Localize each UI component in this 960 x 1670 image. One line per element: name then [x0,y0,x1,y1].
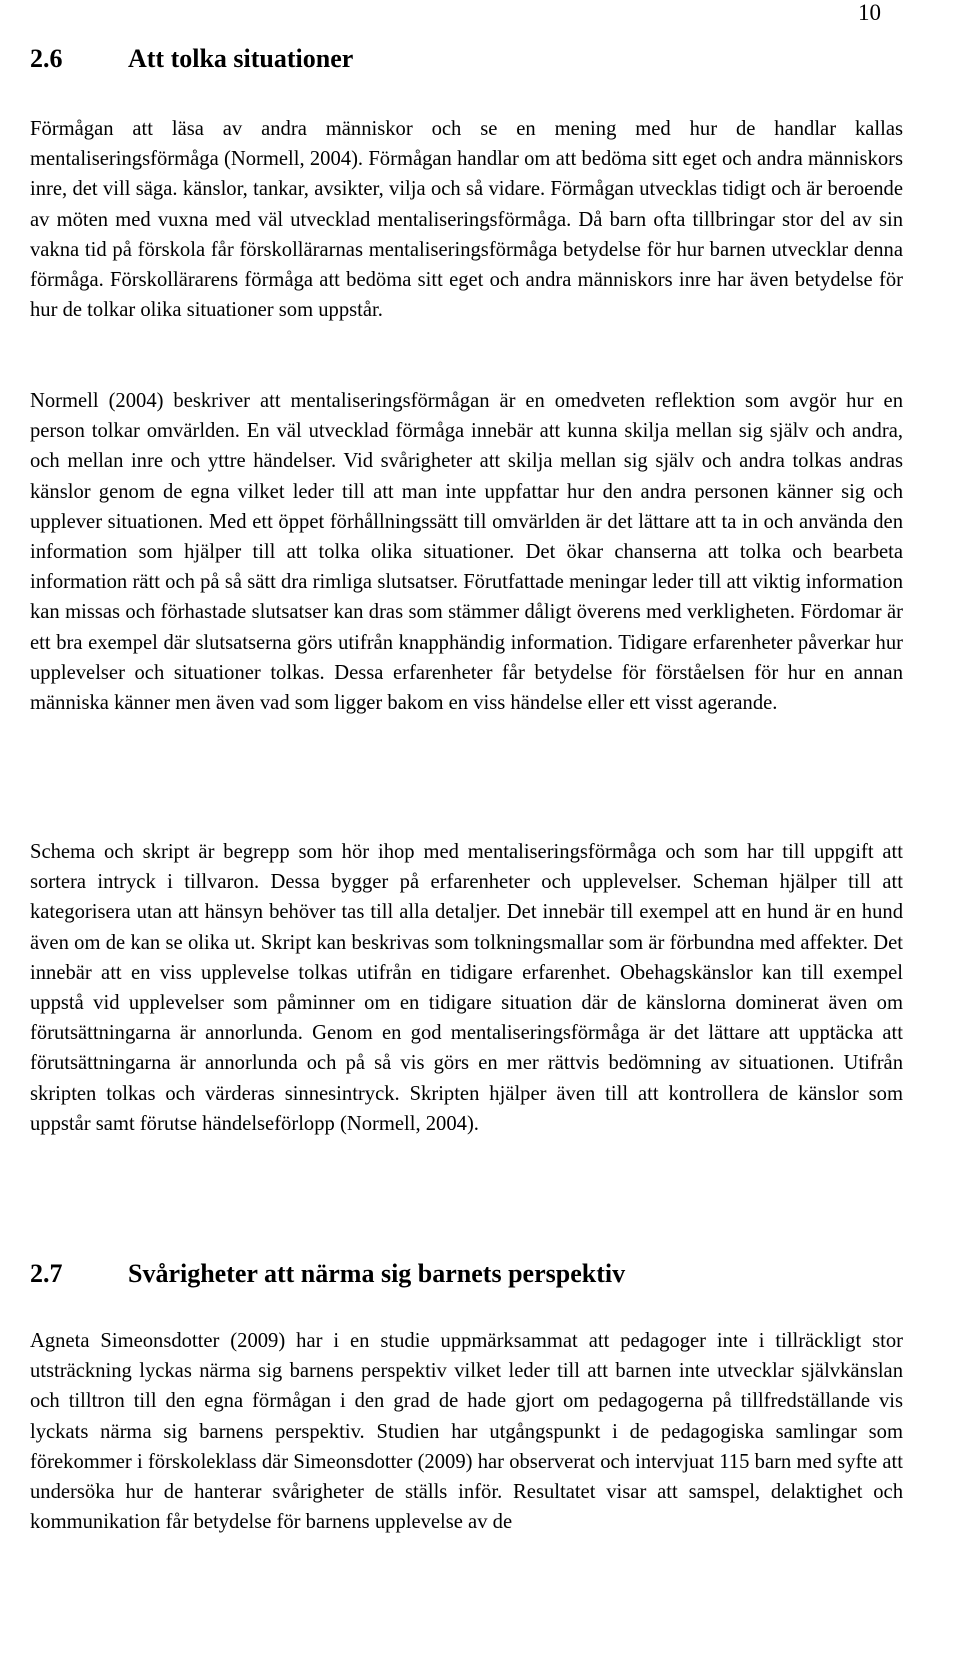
section-title: Svårigheter att närma sig barnets perspektiv [128,1259,626,1288]
section-title: Att tolka situationer [128,44,354,73]
page-number: 10 [858,0,881,25]
section-number: 2.7 [30,1259,63,1288]
paragraph: Agneta Simeonsdotter (2009) har i en studie uppmärksammat att pedagoger inte i tillräckligt stor utsträckning lyckas närma sig barnens perspektiv vilket leder till att barnen inte utvecklar självkänslan och tilltron till den egna förmågan i den grad de hade gjort om pedagogerna på tillfredställande vis lyckats närma sig barnens perspektiv. Studien har utgångspunkt i de pedagogiska samlingar som förekommer i förskoleklass där Simeonsdotter (2009) har observerat och intervjuat 115 barn med syfte att undersöka hur de hanterar svårigheter de ställs inför. Resultatet visar att samspel, delaktighet och kommunikation får betydelse för barnens upplevelse av de [30,1330,903,1534]
section-heading-2-6 [30,43,353,75]
section-heading-2-7 [30,1258,625,1290]
section-number: 2.6 [30,44,63,73]
paragraph: Normell (2004) beskriver att mentaliseringsförmågan är en omedveten reflektion som avgör hur en person tolkar omvärlden. En väl utvecklad förmåga innebär att kunna skilja mellan sig själv och andra, och mellan inre och yttre händelser. Vid svårigheter att skilja mellan sig själv och andra tolkas andras känslor genom de egna vilket leder till att man inte uppfattar hur den andra personen känner sig och upplever situationen. Med ett öppet förhållningssätt till omvärlden är det lättare att ta in och använda den information som hjälper till att tolka olika situationer. Det ökar chanserna att tolka och bearbeta information rätt och på så sätt dra rimliga slutsatser. Förutfattade meningar leder till att viktig information kan missas och förhastade slutsatser kan dras som stämmer dåligt överens med verkligheten. Fördomar är ett bra exempel där slutsatserna görs utifrån knapphändig information. Tidigare erfarenheter påverkar hur upplevelser och situationer tolkas. Dessa erfarenheter får betydelse för förståelsen för hur en annan människa känner men även vad som ligger bakom en viss händelse eller ett visst agerande. [30,390,903,715]
paragraph: Förmågan att läsa av andra människor och se en mening med hur de handlar kallas mentaliseringsförmåga (Normell, 2004). Förmågan handlar om att bedöma sitt eget och andra människors inre, det vill säga. känslor, tankar, avsikter, vilja och så vidare. Förmågan utvecklas tidigt och är beroende av möten med vuxna med väl utvecklad mentaliseringsförmåga. Då barn ofta tillbringar stor del av sin vakna tid på förskola får förskollärarnas mentaliseringsförmåga betydelse för hur barnen utvecklar denna förmåga. Förskollärarens förmåga att bedöma sitt eget och andra människors inre har även betydelse för hur de tolkar olika situationer som uppstår. [30,118,903,322]
paragraph: Schema och skript är begrepp som hör ihop med mentaliseringsförmåga och som har till uppgift att sortera intryck i tillvaron. Dessa bygger på erfarenheter och upplevelser. Scheman hjälper till att kategorisera utan att hänsyn behöver tas till alla detaljer. Det innebär till exempel att en hund är en hund även om de kan se olika ut. Skript kan beskrivas som tolkningsmallar som är förbundna med affekter. Det innebär att en viss upplevelse tolkas utifrån en tidigare erfarenhet. Obehagskänslor kan till exempel uppstå vid upplevelser som påminner om en tidigare situation där de känslorna dominerat även om förutsättningarna är annorlunda. Genom en god mentaliseringsförmåga är det lättare att upptäcka att förutsättningarna är annorlunda och på så vis görs en mer rättvis bedömning av situationen. Utifrån skripten tolkas och värderas sinnesintryck. Skripten hjälper även till att kontrollera de känslor som uppstår samt förutse händelseförlopp (Normell, 2004). [30,841,903,1135]
